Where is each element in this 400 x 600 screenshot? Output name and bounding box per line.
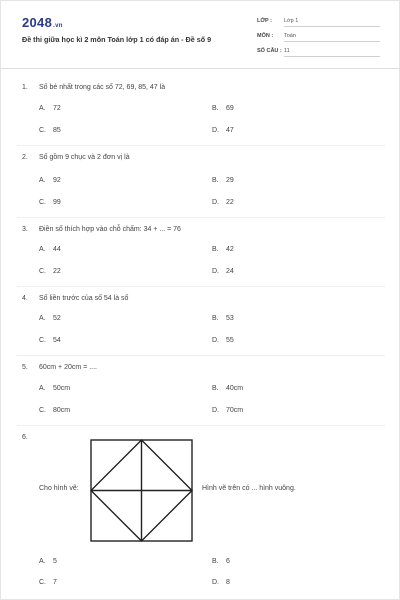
question-3-option-a[interactable]: A. 44 bbox=[39, 246, 61, 253]
question-1-option-b[interactable]: B. 69 bbox=[212, 105, 234, 112]
question-divider bbox=[17, 425, 385, 426]
question-2-text: Số gồm 9 chục và 2 đơn vị là bbox=[39, 154, 130, 161]
question-1-text: Số bé nhất trong các số 72, 69, 85, 47 là bbox=[39, 84, 166, 91]
class-label: LỚP : bbox=[257, 18, 272, 24]
question-count-value: 11 bbox=[284, 48, 380, 57]
class-value: Lớp 1 bbox=[284, 18, 380, 27]
question-4-option-a[interactable]: A. 52 bbox=[39, 315, 61, 322]
question-2-option-d[interactable]: D. 22 bbox=[212, 199, 234, 206]
question-3-option-d[interactable]: D. 24 bbox=[212, 268, 234, 275]
question-5-text: 60cm + 20cm = .... bbox=[39, 364, 97, 371]
question-1-number: 1. bbox=[22, 84, 28, 91]
question-4-option-d[interactable]: D. 55 bbox=[212, 337, 234, 344]
question-5-option-b[interactable]: B. 40cm bbox=[212, 385, 244, 392]
question-divider bbox=[17, 286, 385, 287]
question-4-option-b[interactable]: B. 53 bbox=[212, 315, 234, 322]
exam-title: Đề thi giữa học kì 2 môn Toán lớp 1 có đáp án - Đề số 9 bbox=[22, 35, 212, 44]
question-5-option-a[interactable]: A. 50cm bbox=[39, 385, 71, 392]
question-1-option-d[interactable]: D. 47 bbox=[212, 127, 234, 134]
question-divider bbox=[17, 217, 385, 218]
site-logo[interactable] bbox=[22, 15, 63, 30]
question-6-option-c[interactable]: C. 7 bbox=[39, 579, 57, 586]
question-2-number: 2. bbox=[22, 154, 28, 161]
subject-value: Toán bbox=[284, 33, 380, 42]
logo-suffix: .vn bbox=[53, 23, 63, 29]
question-6-text-before: Cho hình vẽ: bbox=[39, 485, 79, 492]
question-5-number: 5. bbox=[22, 364, 28, 371]
question-3-number: 3. bbox=[22, 226, 28, 233]
logo-main: 2048 bbox=[22, 15, 53, 30]
question-count-label: SỐ CÂU : bbox=[257, 48, 282, 54]
question-6-option-a[interactable]: A. 5 bbox=[39, 558, 57, 565]
question-3-option-c[interactable]: C. 22 bbox=[39, 268, 61, 275]
question-6-number: 6. bbox=[22, 434, 28, 441]
question-4-number: 4. bbox=[22, 295, 28, 302]
exam-header bbox=[1, 1, 400, 69]
square-diagram-figure bbox=[90, 439, 193, 542]
subject-label: MÔN : bbox=[257, 33, 274, 39]
question-2-option-c[interactable]: C. 99 bbox=[39, 199, 61, 206]
question-4-option-c[interactable]: C. 54 bbox=[39, 337, 61, 344]
question-2-option-a[interactable]: A. 92 bbox=[39, 177, 61, 184]
question-6-option-d[interactable]: D. 8 bbox=[212, 579, 230, 586]
question-1-option-a[interactable]: A. 72 bbox=[39, 105, 61, 112]
question-1-option-c[interactable]: C. 85 bbox=[39, 127, 61, 134]
question-divider bbox=[17, 355, 385, 356]
question-3-option-b[interactable]: B. 42 bbox=[212, 246, 234, 253]
question-6-option-b[interactable]: B. 6 bbox=[212, 558, 230, 565]
question-2-option-b[interactable]: B. 29 bbox=[212, 177, 234, 184]
question-5-option-c[interactable]: C. 80cm bbox=[39, 407, 71, 414]
question-3-text: Điền số thích hợp vào chỗ chấm: 34 + ... = 76 bbox=[39, 226, 181, 233]
question-5-option-d[interactable]: D. 70cm bbox=[212, 407, 244, 414]
question-4-text: Số liền trước của số 54 là số bbox=[39, 295, 129, 302]
question-6-text-after: Hình vẽ trên có ... hình vuông. bbox=[202, 485, 296, 492]
question-divider bbox=[17, 145, 385, 146]
